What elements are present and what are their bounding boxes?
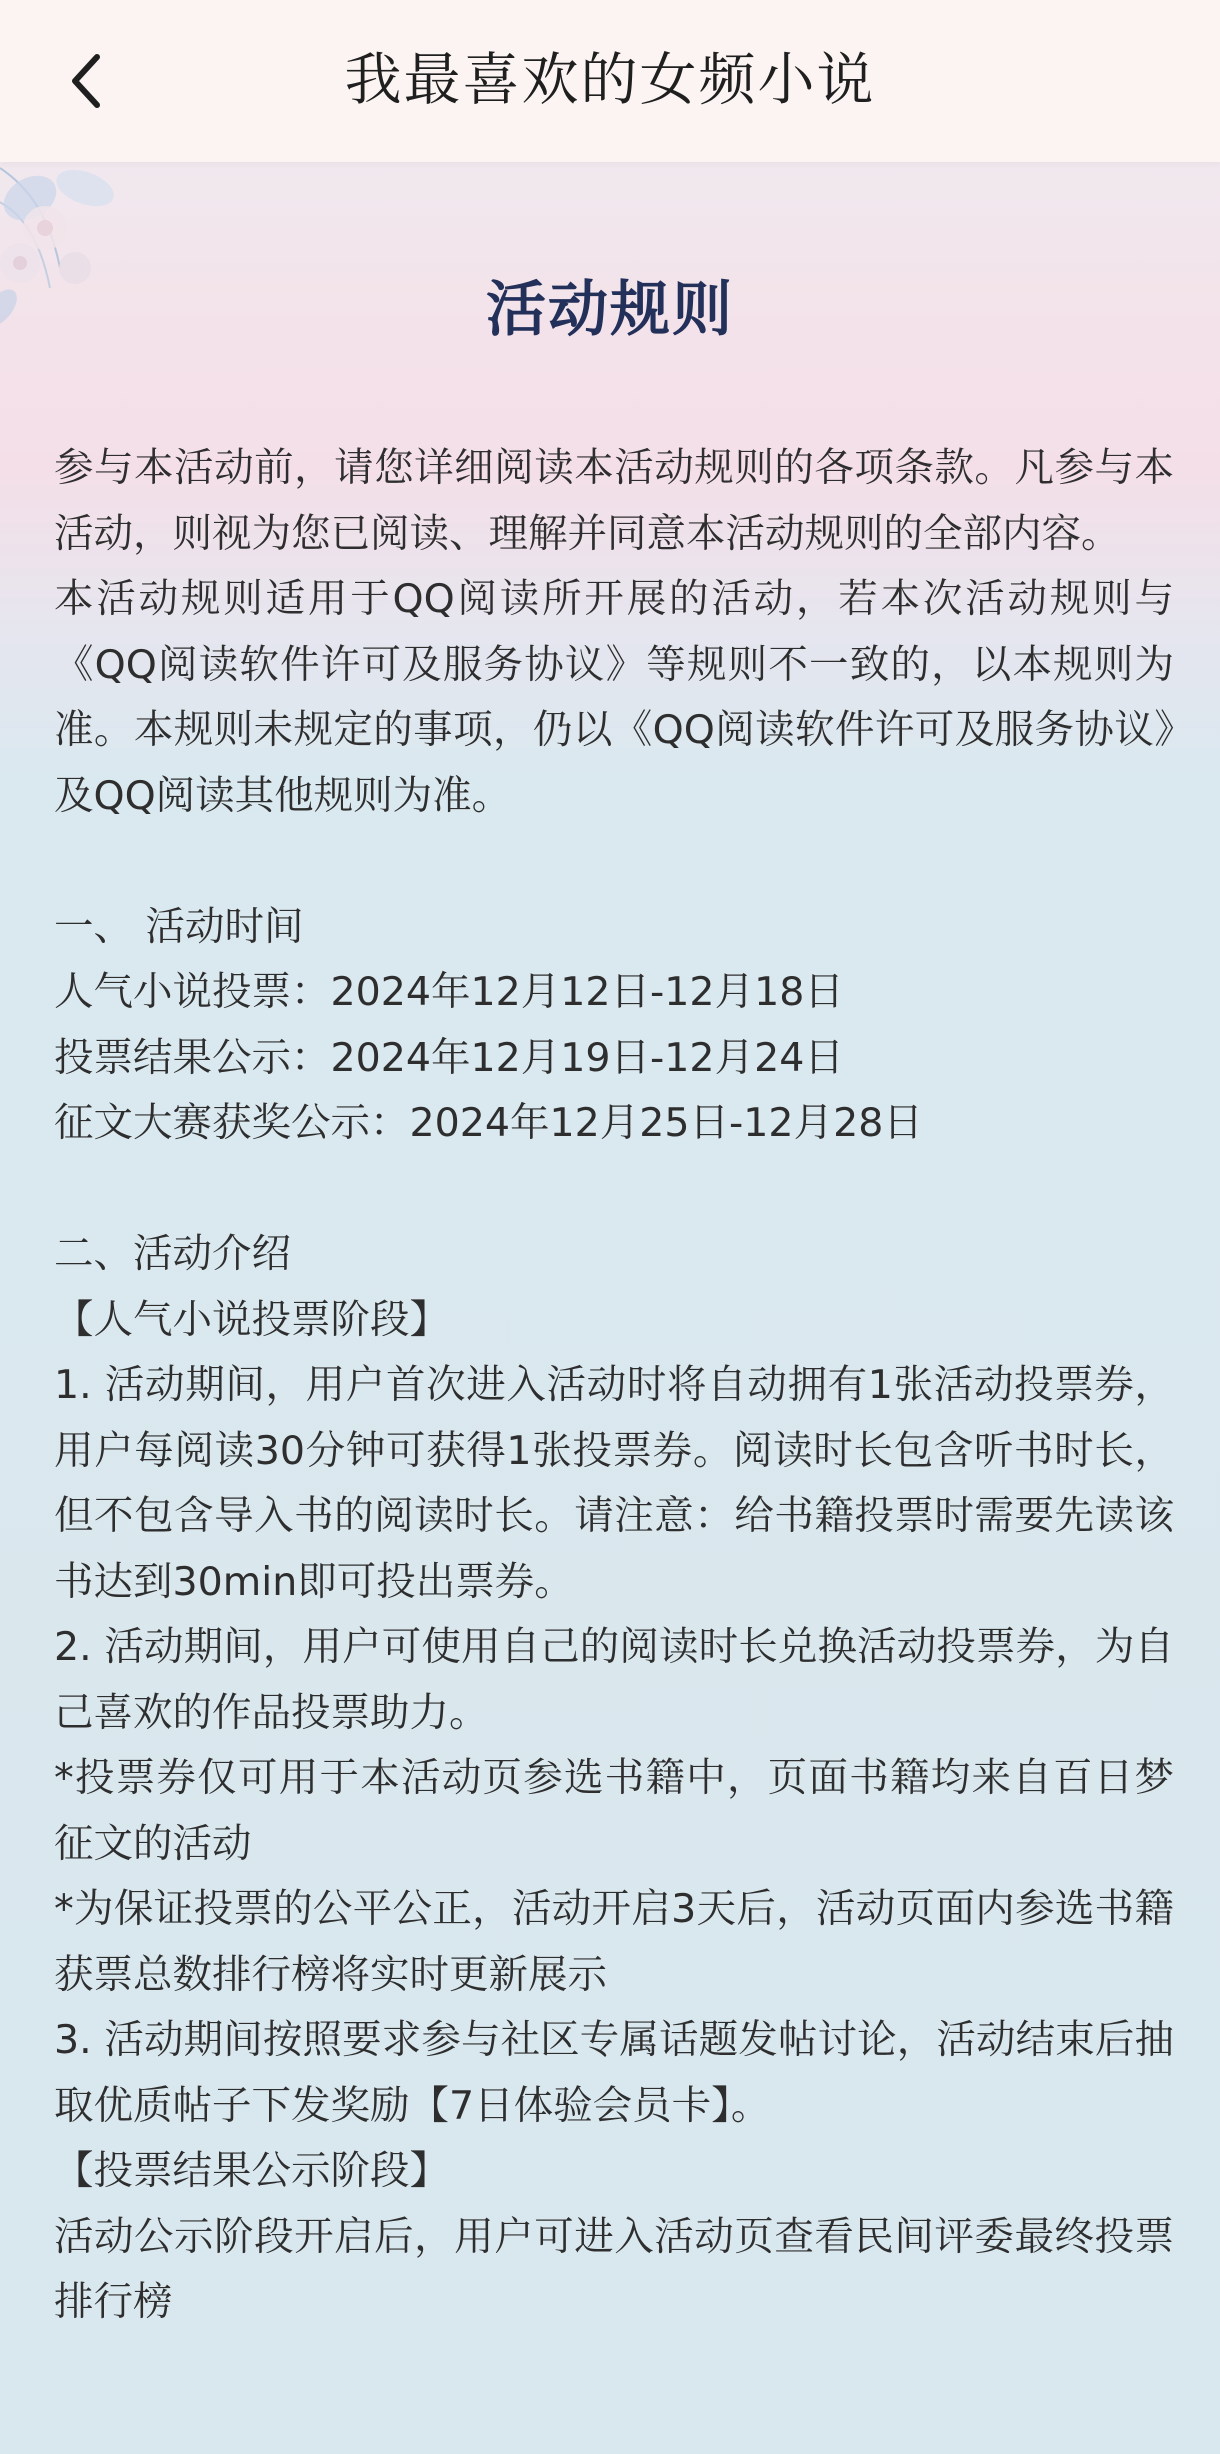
rule-note-1: *投票券仅可用于本活动页参选书籍中，页面书籍均来自百日梦征文的活动: [54, 1755, 1174, 1867]
stage-title-result: 【投票结果公示阶段】: [54, 2148, 449, 2194]
rules-content: [54, 436, 1174, 2336]
result-paragraph: 活动公示阶段开启后，用户可进入活动页查看民间评委最终投票排行榜: [54, 2213, 1174, 2325]
rule-item-1: 1. 活动期间，用户首次进入活动时将自动拥有1张活动投票券，用户每阅读30分钟可获得1张投票券。阅读时长包含听书时长，但不包含导入书的阅读时长。请注意：给书籍投票时需要先读该书达到30min即可投出票券。: [54, 1362, 1174, 1605]
page-title: 我最喜欢的女频小说: [344, 47, 876, 113]
spacer: [54, 1157, 1174, 1223]
spacer: [54, 829, 1174, 895]
rule-note-2: *为保证投票的公平公正，活动开启3天后，活动页面内参选书籍获票总数排行榜将实时更新展示: [54, 1886, 1174, 1998]
back-button[interactable]: [40, 36, 130, 126]
scope-paragraph: 本活动规则适用于QQ阅读所开展的活动，若本次活动规则与《QQ阅读软件许可及服务协议》等规则不一致的，以本规则为准。本规则未规定的事项，仍以《QQ阅读软件许可及服务协议》及QQ阅读其他规则为准。: [54, 576, 1174, 819]
section-title-time: 一、 活动时间: [54, 903, 304, 950]
intro-paragraph: 参与本活动前，请您详细阅读本活动规则的各项条款。凡参与本活动，则视为您已阅读、理解并同意本活动规则的全部内容。: [54, 445, 1174, 557]
rule-item-2: 2. 活动期间，用户可使用自己的阅读时长兑换活动投票券，为自己喜欢的作品投票助力。: [54, 1624, 1174, 1736]
schedule-vote: 人气小说投票：2024年12月12日-12月18日: [54, 969, 844, 1015]
schedule-result: 投票结果公示：2024年12月19日-12月24日: [54, 1034, 844, 1081]
stage-title-vote: 【人气小说投票阶段】: [54, 1296, 449, 1343]
rule-item-3: 3. 活动期间按照要求参与社区专属话题发帖讨论，活动结束后抽取优质帖子下发奖励【7日体验会员卡】。: [54, 2017, 1174, 2129]
navigation-bar: [0, 0, 1220, 162]
schedule-award: 征文大赛获奖公示：2024年12月25日-12月28日: [54, 1100, 923, 1146]
chevron-left-icon: [65, 51, 105, 111]
section-title-intro: 二、活动介绍: [54, 1231, 291, 1277]
rules-heading: 活动规则: [486, 275, 734, 345]
